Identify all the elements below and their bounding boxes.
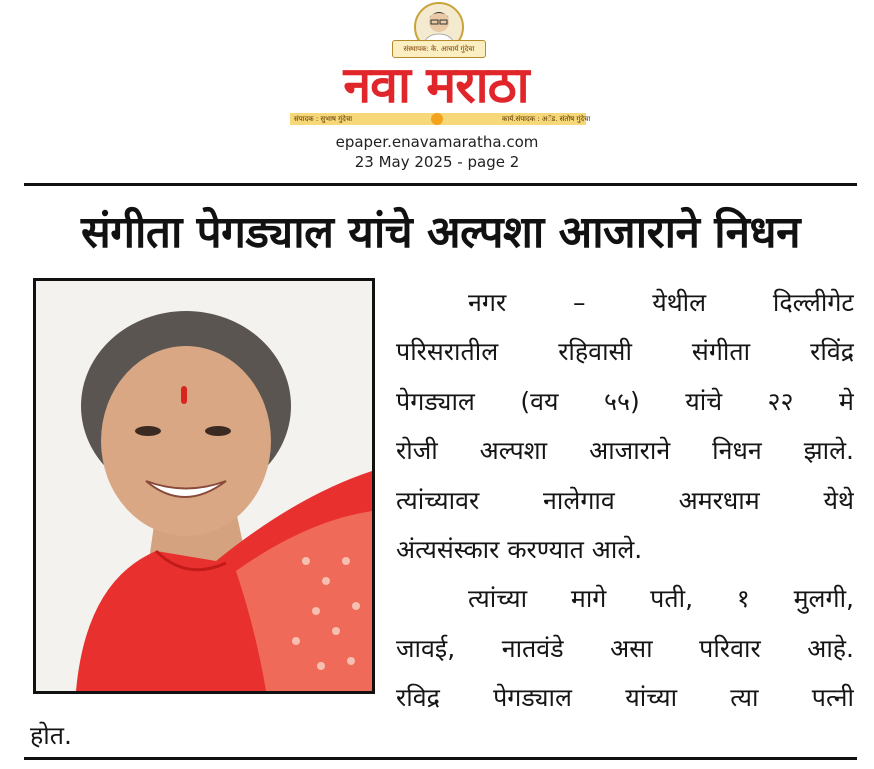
body-line: रोजी अल्पशा आजाराने निधन झाले.	[396, 436, 854, 466]
body-line: जावई, नातवंडे असा परिवार आहे.	[396, 633, 854, 663]
obituary-photo	[33, 278, 375, 694]
article-body	[396, 278, 854, 723]
masthead	[0, 0, 874, 130]
executive-editor-credit: कार्य.संपादक : अॅड. संतोष गुंदेचा	[502, 115, 591, 123]
source-url: epaper.enavamaratha.com	[335, 133, 539, 151]
sun-icon	[431, 113, 443, 125]
founder-ribbon: संस्थापक: के. आचार्य गुंदेचा	[392, 40, 486, 58]
body-line: अंत्यसंस्कार करण्यात आले.	[396, 534, 643, 564]
top-rule	[24, 183, 857, 186]
body-line: पेगड्याल (वय ५५) यांचे २२ मे	[396, 386, 854, 416]
date-page: 23 May 2025 - page 2	[354, 153, 520, 171]
body-line: त्यांच्या मागे पती, १ मुलगी,	[468, 584, 854, 614]
body-line: परिसरातील रहिवासी संगीता रविंद्र	[396, 337, 854, 367]
body-line: रविद्र पेगड्याल यांच्या त्या पत्नी	[396, 683, 854, 713]
bottom-rule	[24, 757, 857, 760]
newspaper-logo: नवा मराठा	[343, 58, 529, 112]
body-line: नगर – येथील दिल्लीगेट	[468, 288, 854, 317]
body-line: त्यांच्यावर नालेगाव अमरधाम येथे	[396, 485, 854, 515]
body-last-line: होत.	[30, 721, 72, 750]
editor-credit: संपादक : सुभाष गुंदेचा	[294, 115, 353, 123]
article-headline: संगीता पेगड्याल यांचे अल्पशा आजाराने निधन	[80, 207, 801, 258]
